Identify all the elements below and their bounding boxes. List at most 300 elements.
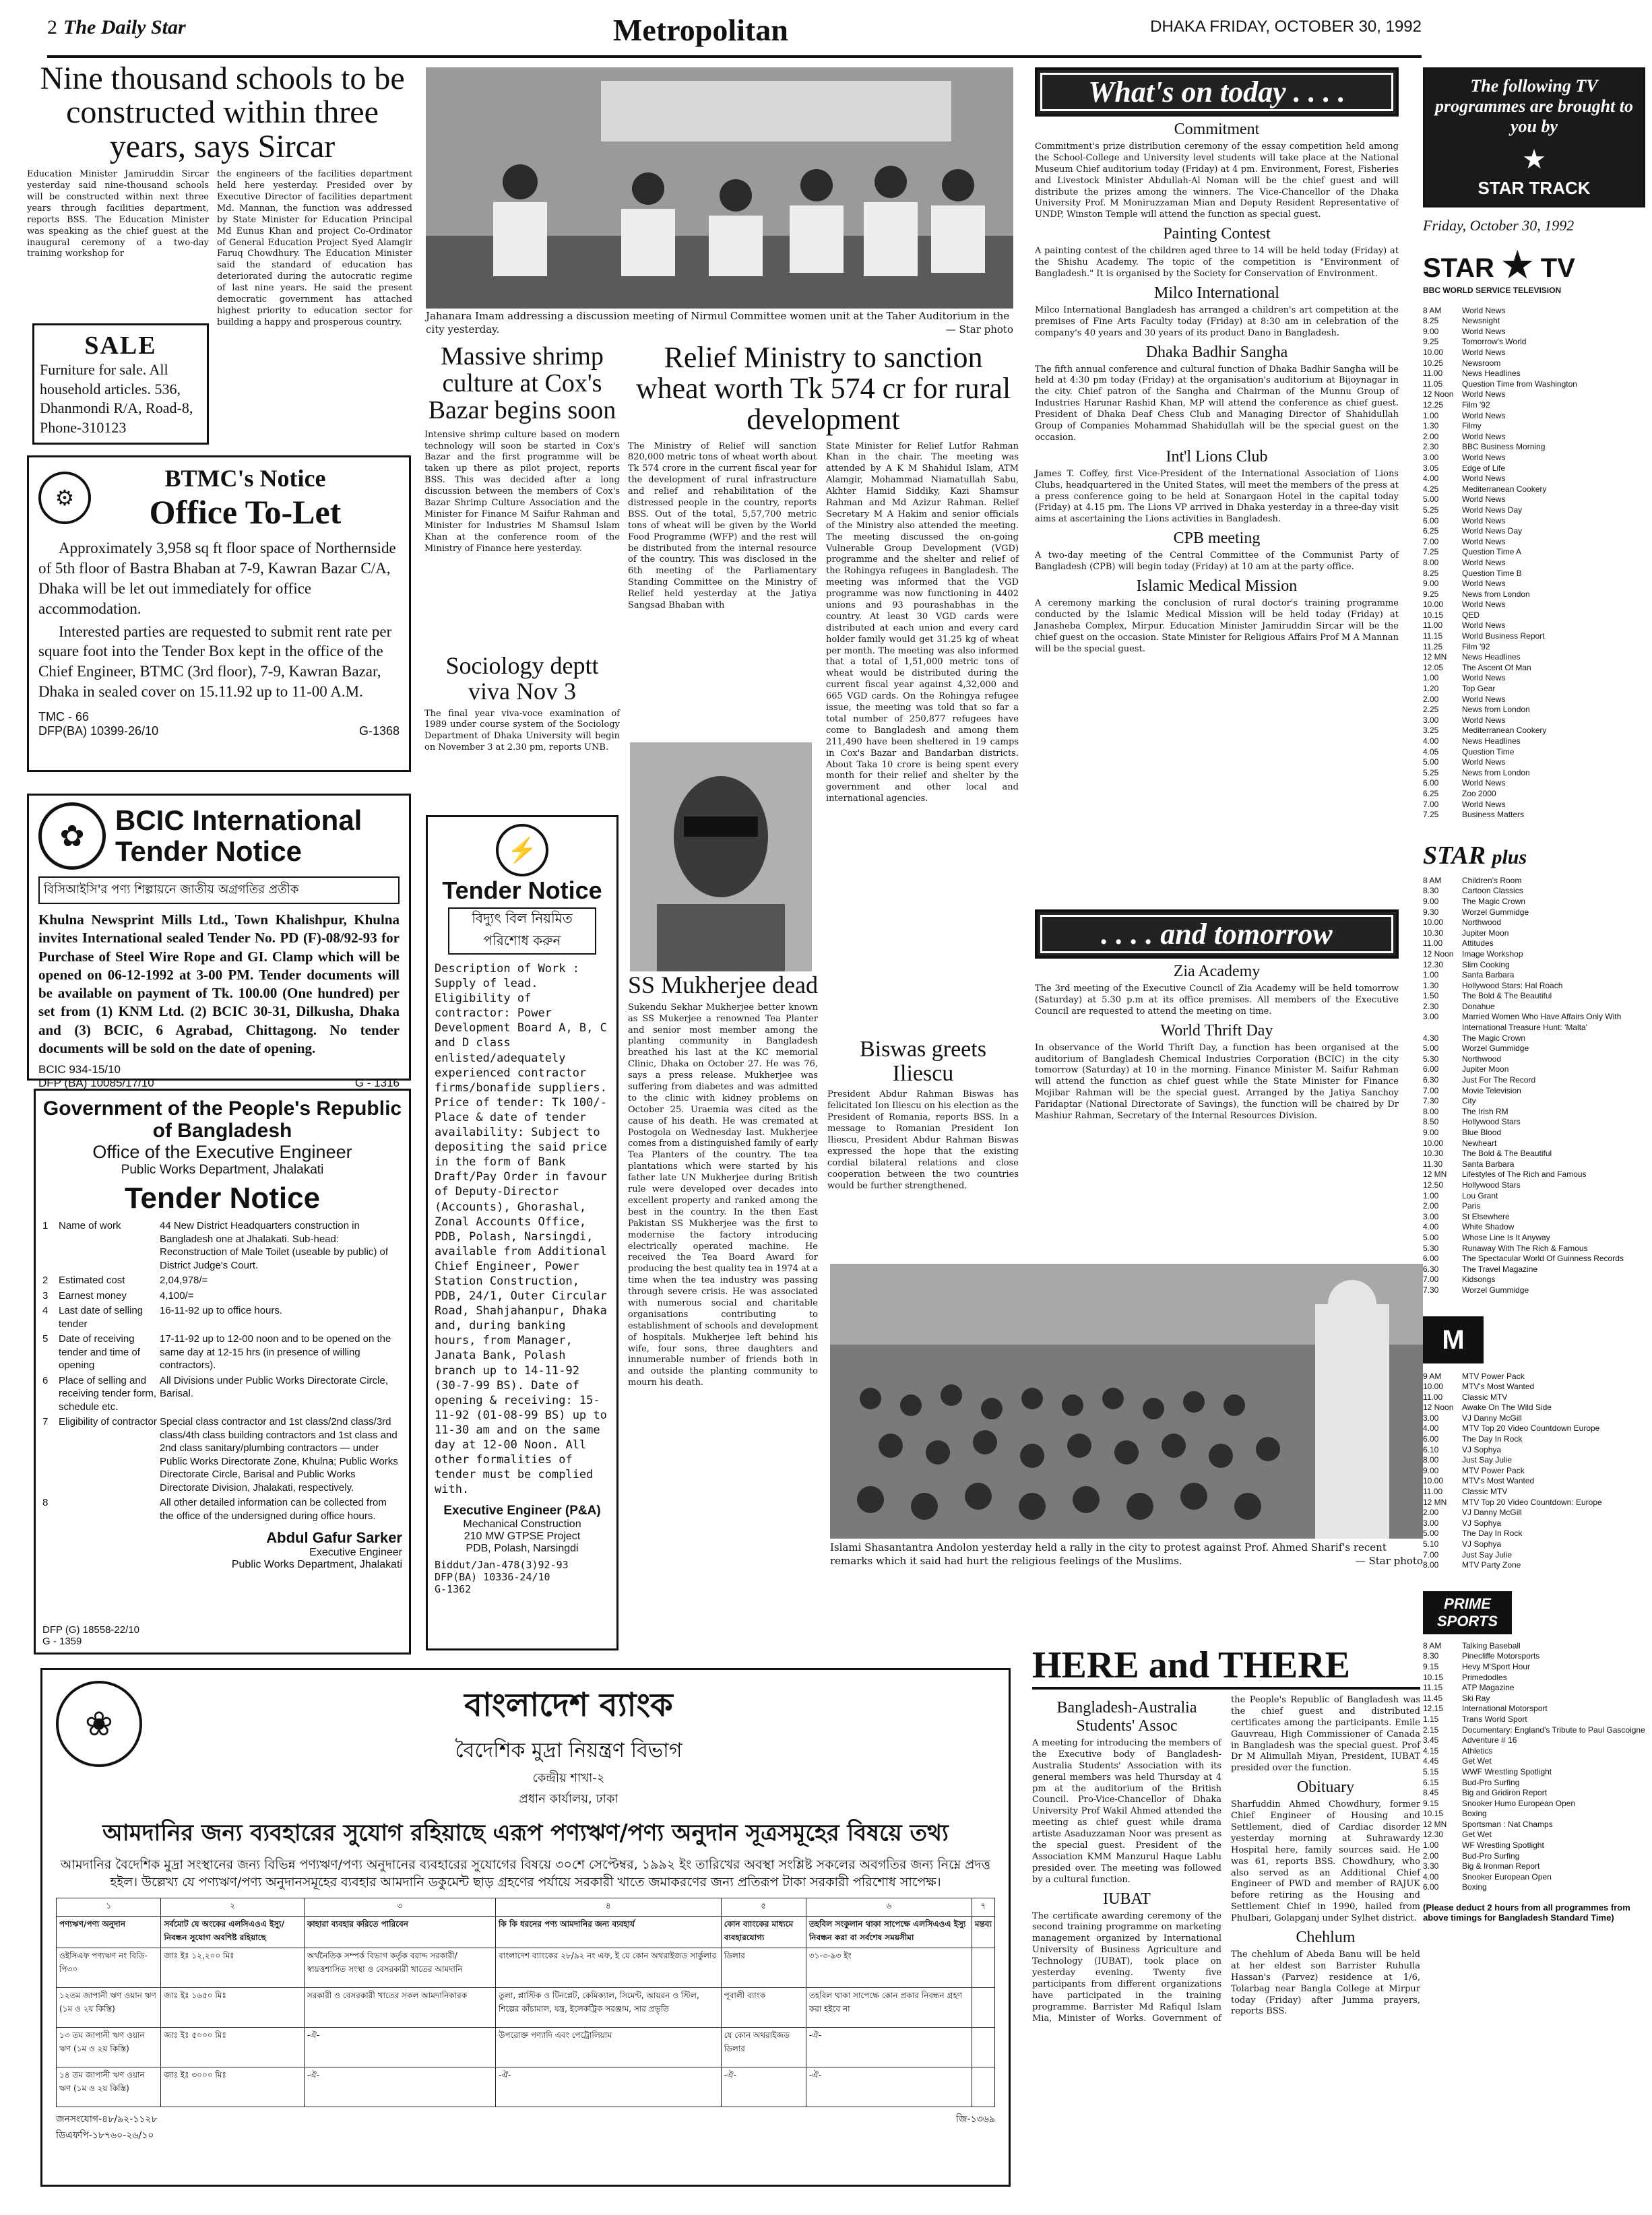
tv-listing [1423, 705, 1645, 715]
item-text: The certificate awarding ceremony of the second training programme on marketing management organized by International University of Business Agriculture and Technology (IUBAT), took place on yesterday evening. Twenty five participants from different organizations have participated in the training programme. Barrister Md Rafiqul Islam Mia, Minister of Works. Government of the People's Republic of Bangladesh was the chief guest and distributed certificates among the participants. Emile Gauvreau, High Commissioner of Canada in Bangladesh was the special guest. Prof Dr M Alimullah Miyan, President, IUBAT presided over the function. [1032, 1695, 1420, 2024]
listing-title: Snooker European Open [1462, 1871, 1552, 1882]
tender-row [42, 1374, 402, 1414]
listing-title: Talking Baseball [1462, 1640, 1521, 1650]
tv-listing [1423, 316, 1645, 327]
article-sociology [424, 653, 620, 808]
listing-time: 6.25 [1423, 788, 1439, 798]
listing-title: World News [1462, 494, 1506, 505]
listing-title: MTV's Most Wanted [1462, 1382, 1535, 1392]
tv-listing [1423, 1498, 1645, 1508]
prime-sports-logo: PRIME SPORTS [1423, 1591, 1512, 1634]
tv-listing [1423, 1767, 1645, 1778]
listing-title: Sportsman : Nat Champs [1462, 1819, 1553, 1829]
row-value: 17-11-92 up to 12-00 noon and to be opened on the same day at 12-15 hrs (in presence of willing contractors). [160, 1333, 391, 1371]
article-mukherjee [628, 973, 818, 1673]
table-cell: যে কোন অথরাইজড ডিলার [721, 2028, 806, 2067]
listing-title: Awake On The Wild Side [1462, 1403, 1552, 1413]
ad-gov: Government of the People's Republic of Bangladesh [42, 1097, 402, 1142]
listing-time: 3.00 [1423, 1211, 1439, 1221]
photo-rally [830, 1264, 1423, 1539]
tv-listing [1423, 1778, 1645, 1789]
listing-title: The Magic Crown [1462, 896, 1526, 906]
listing-title: Classic MTV [1462, 1392, 1508, 1402]
listing-title: Just For The Record [1462, 1075, 1536, 1085]
listing-time: 10.00 [1423, 600, 1444, 610]
table-cell: ডিলার [721, 1948, 806, 1988]
ad-title: BCIC International Tender Notice [115, 804, 362, 867]
ad-subtitle: Office To-Let [149, 493, 342, 531]
table-header-row [57, 1917, 995, 1948]
listing-time: 8.00 [1423, 1560, 1439, 1570]
listing-title: The Magic Crown [1462, 1033, 1526, 1043]
listing-time: 5.00 [1423, 1232, 1439, 1242]
tv-listing [1423, 631, 1645, 642]
tv-listing [1423, 1518, 1645, 1529]
row-number: 6 [42, 1374, 49, 1386]
listing-time: 2.30 [1423, 1001, 1439, 1011]
tender-row [42, 1304, 402, 1330]
tv-listing [1423, 778, 1645, 789]
tv-listing [1423, 726, 1645, 736]
listing-time: 1.00 [1423, 1190, 1439, 1200]
whats-on-banner [1035, 67, 1399, 117]
listing-time: 8.00 [1423, 1106, 1439, 1116]
tv-listing [1423, 684, 1645, 695]
ad-office: Office of the Executive Engineer [92, 1142, 352, 1162]
listing-time: 6.25 [1423, 526, 1439, 536]
listing-time: 11.00 [1423, 938, 1443, 949]
listing-title: Mediterranean Cookery [1462, 726, 1547, 736]
signatory: Executive Engineer (P&A) [443, 1504, 601, 1518]
table-header: মন্তব্য [972, 1917, 994, 1948]
event-heading: Dhaka Badhir Sangha [1145, 343, 1288, 361]
listing-time: 7.00 [1423, 799, 1439, 809]
tv-listing [1423, 1117, 1645, 1128]
banner-text: What's on today . . . . [1040, 73, 1393, 111]
article-shrimp [424, 344, 620, 640]
bank-branch: কেন্দ্রীয় শাখা-২ [532, 1771, 605, 1785]
listing-title: News Headlines [1462, 652, 1521, 662]
tv-listing [1423, 379, 1645, 390]
ad-ref: Biddut/Jan-478(3)92-93 [435, 1559, 569, 1572]
table-header: তহবিল সংকুলান থাকা সাপেক্ষে এলসিএওএ ইস্যু নিবন্ধন করা বা সর্বশেষ সময়সীমা [806, 1917, 972, 1948]
listing-time: 7.00 [1423, 1275, 1439, 1285]
portrait-icon [630, 742, 812, 971]
listing-time: 2.00 [1423, 1508, 1439, 1518]
article-text: The final year viva-voce examination of 1989 under course system of the Sociology Department of Dhaka University will begin on November 3 at 2.30 pm, reports UNB. [424, 708, 620, 753]
tv-listing [1423, 789, 1645, 800]
table-cell: ১৪ তম জাপানী ঋণ ওয়ান ঋণ (১ম ও ২য় কিস্তি) [57, 2067, 161, 2107]
listing-title: Worzel Gummidge [1462, 1285, 1529, 1295]
listing-time: 12.30 [1423, 959, 1444, 969]
listing-title: WWF Wrestling Spotlight [1462, 1766, 1552, 1776]
listing-time: 4.45 [1423, 1756, 1439, 1766]
article-text: Intensive shrimp culture based on modern technology will soon be started in Cox's Bazar and the first programme will be taken up there as pilot project, reports BSS. This was decided after a long discussion between the members of Cox's Bazar Shrimp Culture Association and the Minister for Finance M Saifur Rahman and Minister for Industries M Shamsul Islam Khan at the conference room of the Ministry of Finance here yesterday. [424, 429, 620, 554]
tv-listing [1423, 1064, 1645, 1075]
listing-title: World News [1462, 536, 1506, 546]
listing-time: 11.00 [1423, 620, 1443, 631]
listing-time: 3.00 [1423, 1518, 1439, 1528]
listing-title: QED [1462, 610, 1480, 620]
caption-text: Islami Shasantantra Andolon yesterday held a rally in the city to protest against Prof. Ahmed Sharif's recent remarks which it said had hurt the religious feelings of the Muslims. [830, 1541, 1387, 1567]
row-key: Eligibility of contractor [59, 1416, 157, 1427]
tv-listing [1423, 1138, 1645, 1149]
tv-listing [1423, 1403, 1645, 1413]
tv-listing [1423, 1423, 1645, 1434]
tv-listing [1423, 1466, 1645, 1477]
tv-listing [1423, 421, 1645, 432]
listing-title: Married Women Who Have Affairs Only With International Treasure Hunt: 'Malta' [1462, 1012, 1622, 1033]
item-heading: IUBAT [1103, 1890, 1151, 1908]
listing-title: The Ascent Of Man [1462, 662, 1531, 672]
article-schools [27, 61, 418, 327]
listing-title: Tomorrow's World [1462, 337, 1527, 347]
tv-listing [1423, 1662, 1645, 1673]
table-cell: উপরোক্ত পণ্যাদি এবং পেট্রোলিয়াম [496, 2028, 722, 2067]
listing-time: 9.25 [1423, 337, 1439, 347]
table-cell: -ঐ- [721, 2067, 806, 2107]
listing-title: Santa Barbara [1462, 1159, 1515, 1169]
listing-time: 1.15 [1423, 1714, 1439, 1724]
listing-title: Just Say Julie [1462, 1455, 1513, 1465]
table-cell: বাংলাদেশ ব্যাংকের ২৮/৯২ নং এফ, ই যে কোন অথরাইজড সার্কুলার [496, 1948, 722, 1988]
listing-title: World News Day [1462, 526, 1523, 536]
star-tv-logo: STAR ★ TV [1423, 245, 1575, 285]
listing-time: 10.15 [1423, 1672, 1444, 1682]
listing-time: 11.15 [1423, 631, 1443, 641]
listing-time: 11.00 [1423, 1392, 1443, 1402]
table-cell: ১৩ তম জাপানী ঋণ ওয়ান ঋণ (১ম ও ২য় কিস্তি) [57, 2028, 161, 2067]
bbc-schedule [1423, 306, 1645, 821]
article-text: the engineers of the facilities department held here yesterday. Presided over by Executive Director of facilities department Md. Mannan, the function was addressed by State Minister for Education Principal Md Eunus Khan and project Co-Ordinator of General Education Project Syed Alamgir Faruq Chowdhury. The Education Minister said the standard of education has deteriorated during the autocratic regime of last nine years. He said the present democratic government has attached highest priority to education sector for building a happy and prosperous country. [217, 169, 412, 327]
ad-dept: Public Works Department, Jhalakati [121, 1163, 324, 1177]
listing-time: 10.00 [1423, 1138, 1444, 1148]
listing-title: World News [1462, 673, 1506, 683]
listing-time: 1.00 [1423, 970, 1439, 980]
row-number: 4 [42, 1305, 49, 1316]
ad-btmc [27, 455, 411, 772]
tv-listing [1423, 1840, 1645, 1851]
table-cell: ১ [57, 1898, 161, 1917]
listing-title: Big and Gridiron Report [1462, 1788, 1548, 1798]
listing-time: 9.00 [1423, 1465, 1439, 1475]
tv-listing [1423, 600, 1645, 610]
table-header: কাহারা ব্যবহার করিতে পারিবেন [304, 1917, 495, 1948]
table-number-row [57, 1898, 995, 1917]
page-number: 2 [47, 16, 57, 38]
tv-date: Friday, October 30, 1992 [1423, 216, 1575, 234]
tv-listing [1423, 1264, 1645, 1275]
tv-listing [1423, 897, 1645, 907]
tv-listing [1423, 1254, 1645, 1264]
listing-title: Film '92 [1462, 400, 1490, 410]
page-header [47, 12, 1422, 59]
listing-title: Worzel Gummidge [1462, 907, 1529, 917]
ad-text: Approximately 3,958 sq ft floor space of Northernside of 5th floor of Bastra Bhaban at 7-9, Kawran Bazar C/A, Dhaka will be let out immediately for office accommodation. [38, 540, 396, 617]
tv-listing [1423, 1244, 1645, 1254]
listing-title: Whose Line Is It Anyway [1462, 1232, 1550, 1242]
listing-title: News from London [1462, 705, 1530, 715]
ad-ref: জনসংযোগ-৪৮/৯২-১১২৮ [56, 2114, 158, 2125]
listing-time: 9.30 [1423, 907, 1439, 917]
listing-time: 12 Noon [1423, 1403, 1454, 1413]
table-cell: জাঃ ইঃ ৫০০০ মিঃ [161, 2028, 304, 2067]
table-cell: -ঐ- [304, 2067, 495, 2107]
listing-time: 2.00 [1423, 694, 1439, 704]
tv-listing [1423, 1285, 1645, 1296]
tv-listing [1423, 960, 1645, 971]
listing-title: World News [1462, 348, 1506, 358]
listing-time: 6.30 [1423, 1075, 1439, 1085]
plus-schedule [1423, 876, 1645, 1296]
tagline-line: পরিশোধ করুন [483, 932, 561, 949]
event-text: The 3rd meeting of the Executive Council of Zia Academy will be held tomorrow (Saturday) at 5.30 p.m at its office premises. All members of the Executive Council are requested to attend the meeting on time. [1035, 984, 1399, 1017]
ad-tagline: বিসিআইসি'র পণ্য শিল্পায়নে জাতীয় অগ্রগতির প্রতীক [38, 876, 400, 904]
ad-bcic [27, 794, 411, 1090]
listing-title: Boxing [1462, 1809, 1487, 1819]
tv-listing [1423, 1455, 1645, 1466]
tv-listing [1423, 1529, 1645, 1539]
listing-title: The Day In Rock [1462, 1529, 1523, 1539]
tv-listing [1423, 327, 1645, 338]
row-key: Name of work [59, 1220, 121, 1231]
tv-listing [1423, 1683, 1645, 1694]
prime-schedule [1423, 1641, 1645, 1893]
tv-listing [1423, 348, 1645, 358]
table-cell [972, 1948, 994, 1988]
table-row [57, 1988, 995, 2028]
listing-title: The Day In Rock [1462, 1434, 1523, 1444]
listing-title: World News [1462, 389, 1506, 399]
tv-listing [1423, 757, 1645, 768]
tv-listing [1423, 547, 1645, 558]
bank-dept: বৈদেশিক মুদ্রা নিয়ন্ত্রণ বিভাগ [455, 1739, 682, 1762]
here-list [1032, 1695, 1420, 2024]
ad-text: Khulna Newsprint Mills Ltd., Town Khalishpur, Khulna invites International sealed Tender No. PD (F)-08/92-93 for Purchase of Steel Wire Rope and GI. Clamp which will be opened on 06-12-1992 at 3-00 PM. Tender documents will be available on payment of Tk. 100.00 (One hundred) per set from (1) KNM Ltd. (2) BCIC 30-31, Dilkusha, Dhaka and (3) BCIC, 6 Agrabad, Chittagong. No tender documents will be sold on the date of opening. [38, 911, 400, 1057]
listing-title: Just Say Julie [1462, 1549, 1513, 1560]
listing-title: VJ Sophya [1462, 1444, 1502, 1454]
listing-title: World News [1462, 620, 1506, 631]
headline: Biswas greets Iliescu [860, 1037, 986, 1086]
tv-listing [1423, 1233, 1645, 1244]
item-heading: Chehlum [1296, 1929, 1356, 1947]
listing-time: 7.00 [1423, 536, 1439, 546]
listing-title: World News [1462, 579, 1506, 589]
listing-title: News from London [1462, 589, 1530, 599]
bcic-logo-icon: ✿ [38, 802, 106, 870]
tv-listing [1423, 652, 1645, 663]
row-key: Estimated cost [59, 1275, 125, 1286]
listing-title: Bud-Pro Surfing [1462, 1777, 1520, 1787]
tv-listing [1423, 526, 1645, 537]
row-value: All Divisions under Public Works Directorate Circle, Barisal. [160, 1374, 388, 1399]
listing-time: 12.25 [1423, 400, 1444, 410]
tv-listing [1423, 1861, 1645, 1872]
event-text: In observance of the World Thrift Day, a function has been organised at the auditorium of Bangladesh Chemical Industries Corporation (BCIC) in the city tomorrow (Saturday) at 10 in the morning. Finance Minister M. Saifur Rahman will attend the function as chief guest while the State Minister for Finance Mojibar Rahman will be the special guest. Arranged by the Jatiya Sanchoy Paridaptar (National Directorate of Savings), the function will be chaired by Dr Mashiur Rahman, Secretary of the Internal Resources Division. [1035, 1042, 1399, 1122]
listing-time: 4.00 [1423, 736, 1439, 746]
listing-time: 7.00 [1423, 1085, 1439, 1095]
listing-time: 8.00 [1423, 1455, 1439, 1465]
listing-time: 3.25 [1423, 726, 1439, 736]
tv-brand: STAR TRACK [1478, 177, 1591, 198]
item-heading: Bangladesh-Australia Students' Assoc [1056, 1699, 1197, 1735]
tomorrow-list [1035, 963, 1399, 1122]
table-cell: সরকারী ও বেসরকারী খাতের সকল আমদানিকারক [304, 1988, 495, 2028]
listing-time: 10.30 [1423, 928, 1444, 938]
listing-time: 11.00 [1423, 368, 1443, 379]
tv-listing [1423, 494, 1645, 505]
listing-title: VJ Sophya [1462, 1518, 1502, 1528]
signatory-line: Mechanical Construction [463, 1518, 581, 1531]
row-value: All other detailed information can be collected from the office of the undersigned during office hours. [160, 1497, 387, 1522]
headline: Nine thousand schools to be constructed within three years, says Sircar [40, 61, 405, 164]
photo-mukherjee [630, 742, 812, 971]
listing-time: 4.30 [1423, 1033, 1439, 1043]
listing-time: 12.30 [1423, 1830, 1444, 1840]
listing-time: 12 MN [1423, 1497, 1447, 1507]
tv-header-box [1423, 67, 1645, 207]
tv-listing [1423, 1128, 1645, 1138]
headline: Relief Ministry to sanction wheat worth Tk 574 cr for rural development [635, 341, 1011, 437]
table-cell [972, 2067, 994, 2107]
listing-title: St Elsewhere [1462, 1211, 1510, 1221]
tv-listing [1423, 1714, 1645, 1725]
tv-listing [1423, 505, 1645, 516]
tv-listing [1423, 1191, 1645, 1202]
listing-title: Adventure # 16 [1462, 1735, 1517, 1745]
listing-title: Runaway With The Rich & Famous [1462, 1243, 1588, 1253]
listing-time: 8 AM [1423, 875, 1442, 885]
listing-title: Jupiter Moon [1462, 928, 1509, 938]
listing-time: 9.00 [1423, 326, 1439, 336]
ad-ref: DFP (BA) 10085/17/10 [38, 1077, 154, 1090]
ad-ref: ডিএফপি-১৮৭৬০-২৬/১০ [56, 2130, 154, 2142]
listing-title: Boxing [1462, 1882, 1487, 1892]
listing-title: City [1462, 1096, 1476, 1106]
listing-title: Slim Cooking [1462, 959, 1510, 969]
tv-listing [1423, 1809, 1645, 1820]
event-heading: World Thrift Day [1160, 1021, 1273, 1039]
table-cell: ৫ [721, 1898, 806, 1917]
listing-time: 8.00 [1423, 557, 1439, 567]
listing-title: The Bold & The Beautiful [1462, 1149, 1552, 1159]
listing-title: Get Wet [1462, 1830, 1492, 1840]
row-key [59, 1496, 160, 1522]
listing-title: News Headlines [1462, 736, 1521, 746]
listing-title: Pinecliffe Motorsports [1462, 1651, 1540, 1661]
row-value: 4,100/= [160, 1289, 194, 1302]
tv-listing [1423, 389, 1645, 400]
listing-title: Snooker Humo European Open [1462, 1798, 1576, 1808]
listing-time: 12.50 [1423, 1180, 1444, 1190]
listing-time: 1.00 [1423, 1840, 1439, 1851]
tv-listing [1423, 1476, 1645, 1487]
listing-title: Hevy M'Sport Hour [1462, 1661, 1530, 1671]
tender-row [42, 1496, 402, 1522]
listing-title: Cartoon Classics [1462, 886, 1523, 896]
ad-sale [32, 323, 209, 445]
tv-listing [1423, 673, 1645, 684]
row-number: 3 [42, 1289, 49, 1302]
headline: Massive shrimp culture at Cox's Bazar begins soon [428, 342, 616, 424]
listing-title: World News [1462, 515, 1506, 525]
ad-ref: DFP (G) 18558-22/10 [42, 1624, 139, 1636]
table-cell: ৬ [806, 1898, 972, 1917]
listing-title: Film '92 [1462, 641, 1490, 651]
tv-listing [1423, 1222, 1645, 1233]
mtv-schedule [1423, 1372, 1645, 1571]
tv-listing [1423, 1212, 1645, 1223]
listing-time: 10.00 [1423, 1382, 1444, 1392]
listing-time: 11.25 [1423, 641, 1443, 651]
table-cell: ২ [161, 1898, 304, 1917]
listing-time: 6.00 [1423, 1064, 1439, 1074]
listing-time: 10.00 [1423, 1476, 1444, 1486]
row-key: Last date of selling tender [59, 1305, 144, 1330]
table-cell: তহবিল থাকা সাপেক্ষে কোন প্রকার নিবন্ধন গ্রহণ করা হইবে না [806, 1988, 972, 2028]
event-heading: Zia Academy [1173, 963, 1261, 980]
listing-time: 8.50 [1423, 1117, 1439, 1127]
event-text: Milco International Bangladesh has arranged a children's art competition at the premises of Fine Arts Faculty today (Friday) at 8:30 am in celebration of the company's 40 years and 30 years of its product Dano in Bangladesh. [1035, 304, 1399, 338]
tv-listing [1423, 970, 1645, 981]
tv-listing [1423, 663, 1645, 674]
listing-time: 7.25 [1423, 810, 1439, 820]
tv-listing [1423, 306, 1645, 317]
listing-title: Documentary: England's Tribute to Paul Gascoigne [1462, 1725, 1645, 1735]
listing-title: World News [1462, 410, 1506, 420]
item-text: A meeting for introducing the members of the Executive body of Bangladesh-Australia Students' Association with its general members was held Thursday at 4 pm at the auditorium of the British Council. Pro-Vice-Chancellor of Dhaka University Prof Wakil Ahmed attended the meeting as chief guest while drama artiste Asaduzzaman Noor was present as the special guest. President of the Association KMM Manzurul Haque Lablu presided over. The meeting was followed by a cultural function. [1032, 1738, 1221, 1885]
tv-listing [1423, 558, 1645, 569]
whats-on-section [1035, 67, 1399, 950]
listing-time: 5.00 [1423, 757, 1439, 767]
listing-title: World News [1462, 600, 1506, 610]
ad-title: BTMC's Notice [164, 465, 326, 492]
listing-title: Question Time [1462, 746, 1515, 757]
listing-title: Image Workshop [1462, 949, 1523, 959]
row-number: 1 [42, 1220, 49, 1231]
tv-listing [1423, 928, 1645, 939]
listing-title: Filmy [1462, 421, 1482, 431]
listing-time: 6.00 [1423, 515, 1439, 525]
listing-title: World News [1462, 326, 1506, 336]
ad-title: Tender Notice [442, 876, 602, 904]
banner-text: . . . . and tomorrow [1040, 915, 1393, 953]
photo-credit: — Star photo [945, 323, 1013, 335]
ad-heading: আমদানির জন্য ব্যবহারের সুযোগ রহিয়াছে এরূপ পণ্যঋণ/পণ্য অনুদান সূত্রসমূহের বিষয়ে তথ্য [102, 1820, 949, 1847]
listing-time: 8.25 [1423, 568, 1439, 578]
listing-time: 9.25 [1423, 589, 1439, 599]
signatory: Abdul Gafur Sarker [266, 1529, 402, 1546]
tv-listing [1423, 1075, 1645, 1086]
row-number: 7 [42, 1416, 49, 1427]
caption-text: Jahanara Imam addressing a discussion meeting of Nirmul Committee women unit at the Taher Auditorium in the city yesterday. [426, 310, 1010, 335]
listing-title: World News [1462, 474, 1506, 484]
listing-time: 7.00 [1423, 1549, 1439, 1560]
listing-title: Big & Ironman Report [1462, 1861, 1540, 1871]
tv-listing [1423, 589, 1645, 600]
ad-intro: আমদানির বৈদেশিক মুদ্রা সংস্থানের জন্য বিভিন্ন পণ্যঋণ/পণ্য অনুদানের ব্যবহারের সুযোগের বিষয়ে ৩০শে সেপ্টেম্বর, ১৯৯২ ইং তারিখের অবস্থা সংশ্লিষ্ট সকলের অবগতির জন্য নিম্নে প্রদত্ত হইল। উল্লেখ্য যে পণ্যঋণ/পণ্য অনুদানসমূহের ব্যবহার আমদানি ডকুমেন্ট ছাড় গ্রহণের পর্যায়ে সরকারী খাতে জমাকরণের জন্য প্রতিরূপ টাকা সরকারী পরিশোধ সাপেক্ষ। [60, 1857, 991, 1890]
tv-listing [1423, 411, 1645, 422]
listing-time: 6.00 [1423, 1254, 1439, 1264]
tv-listing [1423, 1788, 1645, 1799]
ad-title: SALE [84, 331, 157, 360]
whats-on-list [1035, 121, 1399, 655]
tv-listing [1423, 810, 1645, 821]
listing-title: MTV Top 20 Video Countdown: Europe [1462, 1497, 1602, 1507]
tv-listing [1423, 1799, 1645, 1809]
listing-time: 10.25 [1423, 358, 1444, 368]
btmc-logo-icon: ⚙ [38, 472, 91, 524]
